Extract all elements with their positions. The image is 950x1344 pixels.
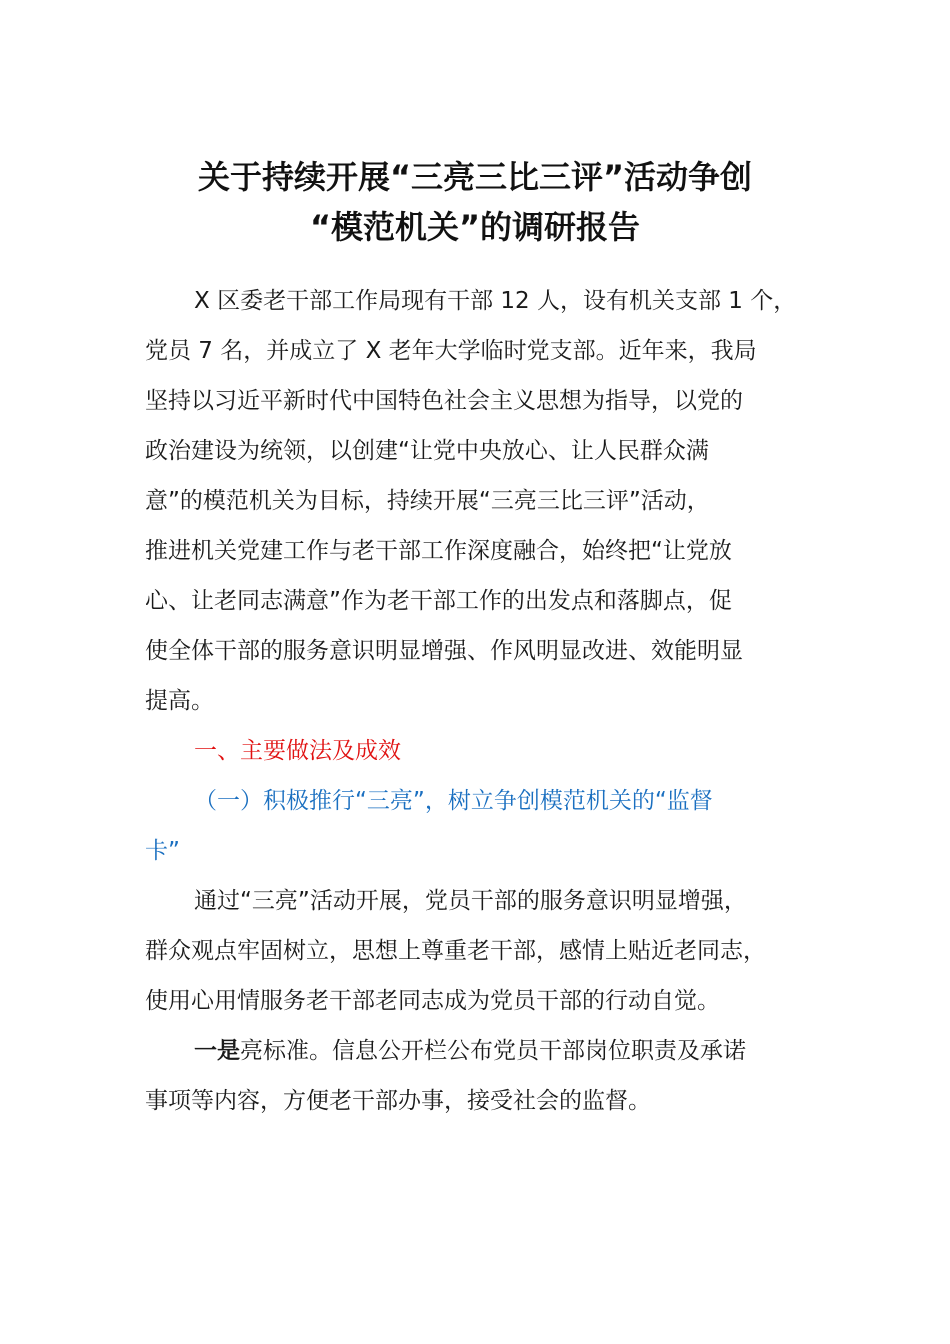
- intro-paragraph-line: 提高。: [145, 688, 214, 714]
- intro-paragraph-line: 使全体干部的服务意识明显增强、作风明显改进、效能明显: [145, 638, 743, 664]
- intro-paragraph-line: 推进机关党建工作与老干部工作深度融合，始终把“让党放: [145, 538, 732, 564]
- intro-paragraph-line: 意”的模范机关为目标，持续开展“三亮三比三评”活动，: [145, 488, 710, 514]
- point-label: 一是: [194, 1038, 240, 1064]
- point-paragraph-line-2: 事项等内容，方便老干部办事，接受社会的监督。: [145, 1088, 651, 1114]
- intro-paragraph-line: 政治建设为统领，以创建“让党中央放心、让人民群众满: [145, 438, 709, 464]
- intro-paragraph-line: X 区委老干部工作局现有干部 12 人，设有机关支部 1 个，: [194, 288, 797, 314]
- point-text: 亮标准。信息公开栏公布党员干部岗位职责及承诺: [240, 1038, 746, 1064]
- intro-paragraph-line: 党员 7 名，并成立了 X 老年大学临时党支部。近年来，我局: [145, 338, 757, 364]
- intro-paragraph-line: 坚持以习近平新时代中国特色社会主义思想为指导，以党的: [145, 388, 743, 414]
- subsection-heading-line-1: （一）积极推行“三亮”，树立争创模范机关的“监督: [194, 788, 713, 814]
- point-paragraph-line-1: [194, 1026, 746, 1076]
- body-paragraph-line: 使用心用情服务老干部老同志成为党员干部的行动自觉。: [145, 988, 720, 1014]
- body-paragraph-line: 通过“三亮”活动开展，党员干部的服务意识明显增强，: [194, 888, 747, 914]
- document-title-line-1: 关于持续开展“三亮三比三评”活动争创: [197, 158, 753, 196]
- intro-paragraph-line: 心、让老同志满意”作为老干部工作的出发点和落脚点，促: [145, 588, 732, 614]
- subsection-heading-line-2: 卡”: [145, 838, 180, 864]
- body-paragraph-line: 群众观点牢固树立，思想上尊重老干部，感情上贴近老同志，: [145, 938, 766, 964]
- section-heading: 一、主要做法及成效: [194, 738, 401, 764]
- document-title-line-2: “模范机关”的调研报告: [309, 208, 641, 246]
